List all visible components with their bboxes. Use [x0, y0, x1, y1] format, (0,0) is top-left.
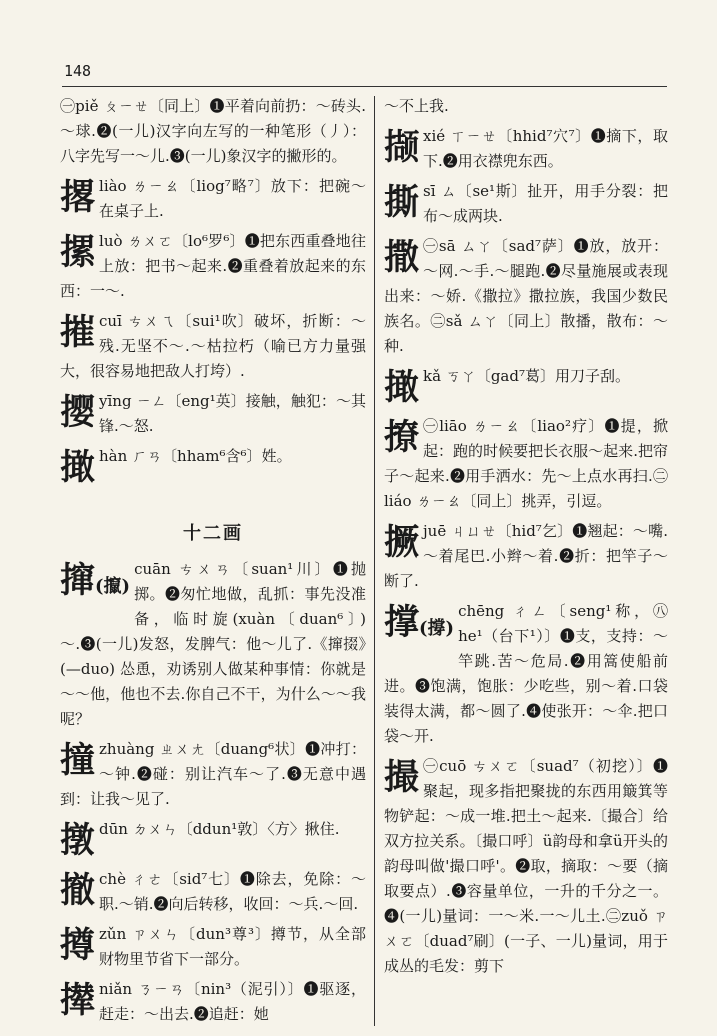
headword: 撖 — [384, 367, 420, 408]
dictionary-entry — [60, 229, 366, 304]
continued-text: ～不上我. — [384, 97, 449, 115]
dictionary-entry — [60, 737, 366, 812]
entry-text: xié ㄒㄧㄝ〔hhid⁷穴⁷〕❶摘下，取下.❷用衣襟兜东西。 — [423, 127, 668, 170]
dictionary-entry — [384, 234, 668, 359]
headword: 撒 — [384, 237, 420, 278]
headword — [60, 560, 130, 608]
entry-text: sī ㄙ〔se¹斯〕扯开，用手分裂：把布～成两块. — [423, 182, 668, 225]
headword: 撮 — [384, 757, 420, 798]
dictionary-entry — [384, 124, 668, 174]
headword: 撤 — [60, 870, 96, 911]
headword — [384, 602, 454, 650]
dictionary-entry — [60, 444, 366, 489]
dictionary-entry — [60, 977, 366, 1027]
entry-text: luò ㄌㄨㄛ〔lo⁶罗⁶〕❶把东西重叠地往上放：把书～起来.❷重叠着放起来的东西：一～. — [60, 232, 366, 300]
dictionary-entry — [60, 309, 366, 384]
entry-text: juē ㄐㄩㄝ〔hid⁷乞〕❶翘起：～嘴.～着尾巴.小辫～着.❷折：把竿子～断了. — [384, 522, 668, 590]
entry-text: niǎn ㄋㄧㄢ〔nin³（泥引）〕❶驱逐，赶走：～出去.❷追赶：她 — [99, 980, 366, 1023]
headword: 摧 — [60, 312, 96, 353]
entry-text: ㊀liāo ㄌㄧㄠ〔liao²疗〕❶提，掀起：跑的时候要把长衣服～起来.把帘子～起来.❷用手洒水：先～上点水再扫.㊁liáo ㄌㄧㄠ〔同上〕挑弄，引逗。 — [384, 417, 668, 510]
entry-text: liào ㄌㄧㄠ〔liog⁷略⁷〕放下：把碗～在桌子上. — [99, 177, 366, 220]
dictionary-entry — [384, 179, 668, 229]
dictionary-entry — [384, 414, 668, 514]
headword: 撅 — [384, 522, 420, 563]
headword: 撙 — [60, 925, 96, 966]
entry-text: kǎ ㄎㄚ〔gad⁷葛〕用刀子刮。 — [423, 367, 630, 385]
headword: 摞 — [60, 232, 96, 273]
headword-char: 撺 — [60, 560, 96, 601]
headword: 撩 — [384, 417, 420, 458]
entry-text: yīng ㄧㄥ〔eng¹英〕接触，触犯：～其锋.～怒. — [99, 392, 366, 435]
entry-text: cuī ㄘㄨㄟ〔sui¹吹〕破坏，折断：～残.无坚不～.～枯拉朽（喻已方力量强大，很容易地把敌人打垮）. — [60, 312, 366, 380]
header-rule — [62, 86, 667, 87]
dictionary-entry — [384, 519, 668, 594]
left-column — [60, 94, 366, 1032]
page-number: 148 — [64, 62, 92, 80]
headword-variant: (撐) — [419, 618, 455, 639]
dictionary-entry — [60, 94, 366, 169]
headword-variant: (攛) — [95, 576, 131, 597]
headword: 撄 — [60, 392, 96, 433]
entry-text: zhuàng ㄓㄨㄤ〔duang⁶状〕❶冲打：～钟.❷碰：别让汽车～了.❸无意中遇到：让我～见了. — [60, 740, 366, 808]
headword: 撴 — [60, 820, 96, 861]
column-divider — [374, 96, 375, 1026]
entry-text: hàn ㄏㄢ〔hham⁶含⁶〕姓。 — [99, 447, 292, 465]
dictionary-entry — [60, 817, 366, 862]
headword: 撞 — [60, 740, 96, 781]
entry-text: ㊀sā ㄙㄚ〔sad⁷萨〕❶放，放开：～网.～手.～腿跑.❷尽量施展或表现出来：～娇.《撒拉》撒拉族，我国少数民族名。㊁sǎ ㄙㄚ〔同上〕散播，散布：～种. — [384, 237, 668, 355]
dictionary-entry — [60, 174, 366, 224]
section-heading: 十二画 — [183, 523, 243, 544]
headword: 撖 — [60, 447, 96, 488]
dictionary-entry — [384, 599, 668, 749]
dictionary-entry — [60, 389, 366, 439]
dictionary-entry — [60, 557, 366, 732]
entry-text: ㊀piě ㄆㄧㄝ〔同上〕❶平着向前扔：～砖头.～球.❷(一儿)汉字向左写的一种笔形（丿）：八字先写一～儿.❸(一儿)象汉字的撇形的。 — [60, 97, 366, 165]
headword-char: 撑 — [384, 602, 420, 643]
dictionary-entry — [60, 922, 366, 972]
entry-text: chēng ㄔㄥ〔seng¹称，㊇ he¹（台下¹）〕❶支，支持：～竿跳.苦～危局.❷用篙使船前进。❸饱满，饱胀：少吃些，别～着.口袋装得太满，都～圆了.❹使张开：～伞.把口袋～开. — [384, 602, 668, 745]
entry-text: zǔn ㄗㄨㄣ〔dun³尊³〕撙节，从全部财物里节省下一部分。 — [99, 925, 366, 968]
dictionary-entry — [60, 867, 366, 917]
right-column — [384, 94, 668, 984]
dictionary-entry — [384, 754, 668, 979]
entry-text: chè ㄔㄜ〔sid⁷七〕❶除去，免除：～职.～销.❷向后转移，收回：～兵.～回. — [99, 870, 366, 913]
entry-text: ㊀cuō ㄘㄨㄛ〔suad⁷（初挖）〕❶聚起，现多指把聚拢的东西用簸箕等物铲起：～成一堆.把土～起来.〔撮合〕给双方拉关系。〔撮口呼〕ü韵母和拿ü开头的韵母叫做'撮口呼'。❷取，摘取：～要（摘取要点）.❸容量单位，一升的千分之一。❹(一儿)量词：一～米.一～儿土.㊁zuǒ ㄗㄨㄛ〔duad⁷刷〕(一子、一儿)量词，用于成丛的毛发：剪下 — [384, 757, 668, 975]
headword: 撕 — [384, 182, 420, 223]
entry-text: dūn ㄉㄨㄣ〔ddun¹敦〕〈方〉揪住. — [99, 820, 340, 838]
headword: 撂 — [60, 177, 96, 218]
dictionary-entry — [384, 364, 668, 409]
headword: 撷 — [384, 127, 420, 168]
headword: 撵 — [60, 980, 96, 1021]
entry-text: cuān ㄘㄨㄢ〔suan¹川〕❶抛掷。❷匆忙地做，乱抓：事先没准备，临时旋(xuàn〔duan⁶〕)～.❸(一儿)发怒，发脾气：他～儿了.《撺掇》(—duo) 怂恿，劝诱别人做某种事情：你就是～～他，他也不去.你自己不干，为什么～～我呢？ — [60, 560, 366, 728]
